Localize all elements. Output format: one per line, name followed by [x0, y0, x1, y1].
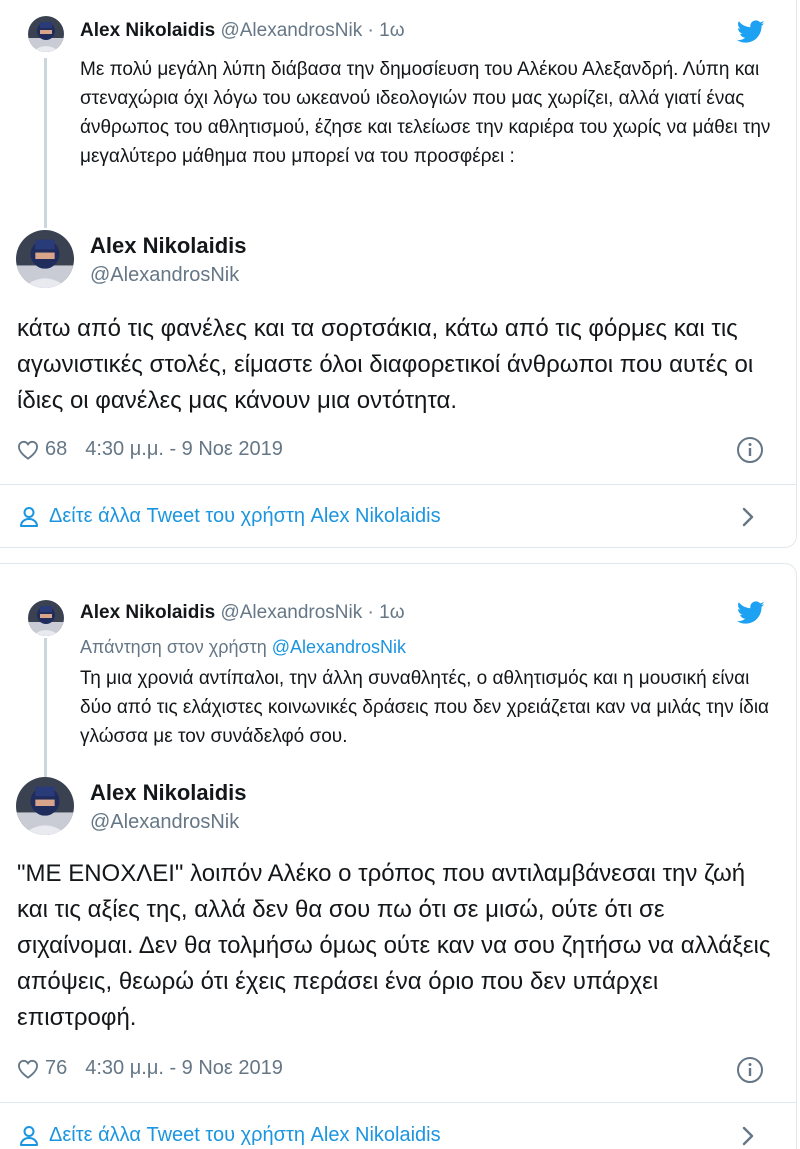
person-icon	[19, 1125, 39, 1147]
more-tweets-link[interactable]	[19, 1124, 441, 1147]
info-icon[interactable]	[736, 1056, 764, 1084]
separator-dot: ·	[367, 602, 374, 623]
divider	[0, 484, 797, 485]
card-gap	[0, 548, 800, 563]
tweet-timestamp[interactable]: 4:30 μ.μ. - 9 Νοε 2019	[85, 1057, 283, 1079]
chevron-right-icon[interactable]	[740, 506, 756, 528]
twitter-bird-icon[interactable]	[737, 20, 765, 44]
main-author-name[interactable]: Alex Nikolaidis	[90, 233, 247, 258]
main-tweet-text: κάτω από τις φανέλες και τα σορτσάκια, κάτω από τις φόρμες και τις αγωνιστικές στολές, είμαστε όλοι διαφορετικοί άνθρωποι που αυτές οι ίδιες οι φανέλες μας κάνουν μια οντότητα.	[17, 315, 754, 414]
twitter-bird-icon[interactable]	[737, 601, 765, 625]
more-tweets-link[interactable]	[19, 505, 441, 528]
chevron-right-icon[interactable]	[740, 1125, 756, 1147]
main-author-handle[interactable]: @AlexandrosNik	[90, 811, 240, 833]
reply-to-line	[80, 637, 406, 658]
thread-line	[44, 58, 47, 228]
reply-author-name[interactable]: Alex Nikolaidis	[80, 602, 216, 623]
reply-header	[80, 602, 405, 624]
heart-icon[interactable]	[17, 1059, 39, 1079]
more-tweets-label[interactable]: Δείτε άλλα Tweet του χρήστη Alex Nikolaidis	[49, 505, 441, 527]
like-count[interactable]: 76	[45, 1057, 68, 1079]
divider	[0, 1102, 797, 1103]
reply-author-handle[interactable]: @AlexandrosNik	[220, 602, 363, 623]
thread-line	[44, 638, 47, 780]
reply-to-prefix: Απάντηση στον χρήστη	[80, 637, 272, 657]
reply-header	[80, 20, 405, 42]
person-icon	[19, 506, 39, 528]
tweet-card-1	[0, 0, 797, 548]
like-count[interactable]: 68	[45, 438, 68, 460]
heart-icon[interactable]	[17, 440, 39, 460]
main-author-name[interactable]: Alex Nikolaidis	[90, 780, 247, 805]
separator-dot: ·	[367, 20, 374, 41]
tweet-meta	[17, 438, 283, 461]
reply-time[interactable]: 1ω	[379, 20, 405, 41]
main-avatar[interactable]	[16, 777, 74, 835]
reply-avatar[interactable]	[28, 16, 64, 52]
more-tweets-label[interactable]: Δείτε άλλα Tweet του χρήστη Alex Nikolaidis	[49, 1124, 441, 1146]
reply-to-handle[interactable]: @AlexandrosNik	[271, 637, 407, 657]
tweet-card-2	[0, 563, 797, 1149]
reply-author-handle[interactable]: @AlexandrosNik	[220, 20, 363, 41]
main-author-handle[interactable]: @AlexandrosNik	[90, 264, 240, 286]
info-icon[interactable]	[736, 436, 764, 464]
main-avatar[interactable]	[16, 230, 74, 288]
reply-author-name[interactable]: Alex Nikolaidis	[80, 20, 216, 41]
main-tweet-text: "ΜΕ ΕΝΟΧΛΕΙ" λοιπόν Αλέκο ο τρόπος που αντιλαμβάνεσαι την ζωή και τις αξίες της, αλλά δεν θα σου πω ότι σε μισώ, ούτε ότι σε σιχαίνομαι. Δεν θα τολμήσω όμως ούτε καν να σου ζητήσω να αλλάξεις απόψεις, θεωρώ ότι έχεις περάσει ένα όριο που δεν υπάρχει επιστροφή.	[17, 860, 771, 1031]
reply-time[interactable]: 1ω	[379, 602, 405, 623]
tweet-timestamp[interactable]: 4:30 μ.μ. - 9 Νοε 2019	[85, 438, 283, 460]
reply-tweet-text: Με πολύ μεγάλη λύπη διάβασα την δημοσίευση του Αλέκου Αλεξανδρή. Λύπη και στεναχώρια όχι λόγω του ωκεανού ιδεολογιών που μας χωρίζει, αλλά γιατί ένας άνθρωπος του αθλητισμού, έζησε και τελείωσε την καριέρα του χωρίς να μάθει την μεγαλύτερο μάθημα που μπορεί να του προσφέρει :	[80, 59, 771, 167]
tweet-meta	[17, 1057, 283, 1080]
reply-avatar[interactable]	[28, 600, 64, 636]
reply-tweet-text: Τη μια χρονιά αντίπαλοι, την άλλη συναθλητές, ο αθλητισμός και η μουσική είναι δύο από τις ελάχιστες κοινωνικές δράσεις που δεν χρειάζεται καν να μιλάς την ίδια γλώσσα με τον συνάδελφό σου.	[80, 668, 770, 747]
